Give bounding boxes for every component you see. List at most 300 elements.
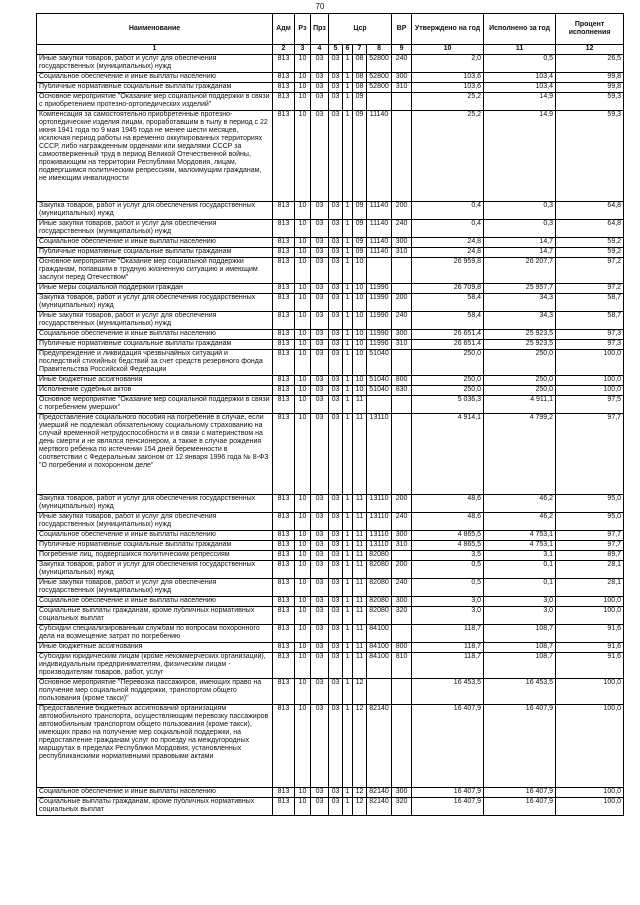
cell-executed: 4 911,1 [484,396,556,414]
cell-percent: 100,0 [556,597,624,607]
cell-executed: 3,0 [484,607,556,625]
cell-prz: 03 [311,55,329,73]
cell-csr-4: 84100 [367,625,392,643]
cell-adm: 813 [273,330,295,340]
cell-csr-4: 13110 [367,495,392,513]
cell-csr-4: 82140 [367,798,392,816]
cell-vr: 310 [392,541,412,551]
cell-csr-1: 03 [329,495,343,513]
cell-prz: 03 [311,788,329,798]
col-number: 8 [367,45,392,55]
cell-csr-1: 03 [329,643,343,653]
cell-csr-3: 09 [353,220,367,238]
cell-percent: 97,3 [556,340,624,350]
cell-percent: 28,1 [556,579,624,597]
table-row [37,495,624,513]
cell-executed: 46,2 [484,513,556,531]
cell-name: Субсидии специализированным службам по вопросам похоронного дела на возмещение затрат по погребению [37,625,273,643]
cell-rz: 10 [295,238,311,248]
cell-rz: 10 [295,220,311,238]
cell-vr: 310 [392,340,412,350]
col-number: 4 [311,45,329,55]
cell-prz: 03 [311,561,329,579]
cell-approved: 3,0 [412,607,484,625]
cell-csr-4: 84100 [367,653,392,679]
cell-name: Иные закупки товаров, работ и услуг для обеспечения государственных (муниципальных) нужд [37,220,273,238]
cell-adm: 813 [273,284,295,294]
cell-rz: 10 [295,376,311,386]
cell-csr-3: 11 [353,579,367,597]
cell-name: Основное мероприятие "Оказание мер социальной поддержки в связи с приобретением протезно-ортопедических изделий" [37,93,273,111]
cell-csr-1: 03 [329,93,343,111]
table-row [37,396,624,414]
cell-csr-3: 11 [353,551,367,561]
cell-csr-1: 03 [329,340,343,350]
cell-name: Социальные выплаты гражданам, кроме публичных нормативных социальных выплат [37,798,273,816]
cell-csr-3: 10 [353,376,367,386]
cell-percent: 91,6 [556,625,624,643]
cell-percent: 100,0 [556,350,624,376]
cell-vr [392,551,412,561]
cell-approved: 26 651,4 [412,330,484,340]
cell-adm: 813 [273,679,295,705]
cell-executed: 3,1 [484,551,556,561]
col-header-approved: Утверждено на год [412,14,484,45]
table-row [37,202,624,220]
cell-csr-2: 1 [343,294,353,312]
col-number: 10 [412,45,484,55]
cell-prz: 03 [311,551,329,561]
cell-approved: 0,5 [412,579,484,597]
cell-csr-4: 52800 [367,73,392,83]
cell-name: Социальное обеспечение и иные выплаты населению [37,597,273,607]
cell-prz: 03 [311,220,329,238]
cell-rz: 10 [295,414,311,495]
cell-prz: 03 [311,248,329,258]
table-row [37,258,624,284]
col-number: 1 [37,45,273,55]
cell-vr: 240 [392,513,412,531]
cell-csr-4: 82080 [367,561,392,579]
cell-prz: 03 [311,625,329,643]
cell-csr-3: 11 [353,541,367,551]
cell-adm: 813 [273,653,295,679]
cell-adm: 813 [273,625,295,643]
cell-executed: 16 407,9 [484,705,556,788]
cell-approved: 58,4 [412,312,484,330]
cell-prz: 03 [311,111,329,202]
cell-name: Социальное обеспечение и иные выплаты населению [37,788,273,798]
cell-approved: 250,0 [412,376,484,386]
cell-approved: 48,6 [412,495,484,513]
cell-csr-1: 03 [329,284,343,294]
cell-approved: 3,0 [412,597,484,607]
cell-prz: 03 [311,643,329,653]
cell-name: Основное мероприятие "Перевозка пассажиров, имеющих право на получение мер социальной поддержки, транспортом общего пользования (кроме такси)" [37,679,273,705]
cell-executed: 250,0 [484,386,556,396]
col-number: 11 [484,45,556,55]
cell-approved: 0,4 [412,202,484,220]
table-row [37,788,624,798]
cell-vr: 310 [392,83,412,93]
cell-percent: 99,8 [556,83,624,93]
cell-csr-3: 11 [353,653,367,679]
cell-vr: 830 [392,386,412,396]
cell-percent: 100,0 [556,376,624,386]
table-row [37,679,624,705]
cell-executed: 0,1 [484,561,556,579]
table-row [37,111,624,202]
cell-adm: 813 [273,73,295,83]
cell-approved: 2,0 [412,55,484,73]
cell-executed: 14,7 [484,238,556,248]
cell-name: Погребение лиц, подвергшихся политическим репрессиям [37,551,273,561]
cell-adm: 813 [273,788,295,798]
cell-csr-1: 03 [329,258,343,284]
cell-csr-1: 03 [329,386,343,396]
cell-approved: 16 407,9 [412,705,484,788]
cell-rz: 10 [295,248,311,258]
cell-csr-1: 03 [329,111,343,202]
cell-csr-4: 82140 [367,788,392,798]
cell-rz: 10 [295,55,311,73]
cell-csr-3: 12 [353,788,367,798]
cell-csr-2: 1 [343,312,353,330]
cell-percent: 28,1 [556,561,624,579]
cell-csr-2: 1 [343,238,353,248]
cell-percent: 100,0 [556,788,624,798]
cell-percent: 97,7 [556,531,624,541]
cell-adm: 813 [273,386,295,396]
cell-csr-2: 1 [343,679,353,705]
cell-csr-2: 1 [343,376,353,386]
cell-csr-3: 09 [353,111,367,202]
cell-csr-3: 10 [353,330,367,340]
cell-csr-3: 11 [353,513,367,531]
cell-csr-3: 11 [353,597,367,607]
cell-csr-4: 51040 [367,376,392,386]
cell-prz: 03 [311,284,329,294]
cell-csr-2: 1 [343,625,353,643]
cell-csr-1: 03 [329,798,343,816]
cell-csr-2: 1 [343,350,353,376]
cell-approved: 26 959,8 [412,258,484,284]
cell-vr: 240 [392,55,412,73]
cell-adm: 813 [273,396,295,414]
cell-percent: 97,5 [556,396,624,414]
cell-approved: 250,0 [412,350,484,376]
cell-approved: 16 407,9 [412,798,484,816]
budget-execution-table [36,13,624,816]
cell-csr-2: 1 [343,531,353,541]
table-row [37,340,624,350]
cell-csr-2: 1 [343,607,353,625]
cell-adm: 813 [273,705,295,788]
cell-csr-1: 03 [329,788,343,798]
cell-csr-2: 1 [343,561,353,579]
cell-prz: 03 [311,798,329,816]
cell-executed: 46,2 [484,495,556,513]
table-row [37,330,624,340]
cell-percent: 64,8 [556,202,624,220]
cell-approved: 24,8 [412,248,484,258]
cell-rz: 10 [295,386,311,396]
table-row [37,386,624,396]
cell-executed: 14,9 [484,111,556,202]
cell-vr: 200 [392,561,412,579]
cell-csr-2: 1 [343,513,353,531]
cell-csr-3: 10 [353,340,367,350]
cell-percent: 100,0 [556,705,624,788]
cell-adm: 813 [273,312,295,330]
cell-csr-4: 13110 [367,513,392,531]
cell-csr-3: 09 [353,202,367,220]
table-row [37,653,624,679]
cell-csr-2: 1 [343,495,353,513]
cell-name: Иные бюджетные ассигнования [37,643,273,653]
col-number: 9 [392,45,412,55]
cell-vr: 300 [392,597,412,607]
cell-csr-4: 52800 [367,55,392,73]
cell-adm: 813 [273,561,295,579]
cell-vr [392,258,412,284]
cell-percent: 59,3 [556,111,624,202]
cell-csr-4: 82080 [367,551,392,561]
cell-percent: 100,0 [556,679,624,705]
cell-approved: 4 914,1 [412,414,484,495]
cell-adm: 813 [273,597,295,607]
cell-csr-1: 03 [329,238,343,248]
cell-rz: 10 [295,83,311,93]
cell-vr: 320 [392,607,412,625]
cell-csr-3: 09 [353,248,367,258]
cell-prz: 03 [311,679,329,705]
cell-name: Закупка товаров, работ и услуг для обеспечения государственных (муниципальных) нужд [37,294,273,312]
cell-rz: 10 [295,597,311,607]
cell-name: Предоставление социального пособия на погребение в случае, если умерший не подлежал обязательному социальному страхованию на случай временной нетрудоспособности и в связи с материнством на день смерти и не являлся пенсионером, а также в случае рождения мертвого ребенка по истечении 154 дней беременности в соответствии с Федеральным законом от 12 января 1996 года № 8-ФЗ "О погребении и похоронном деле" [37,414,273,495]
cell-adm: 813 [273,531,295,541]
col-header-adm: Адм [273,14,295,45]
cell-name: Социальное обеспечение и иные выплаты населению [37,531,273,541]
cell-csr-1: 03 [329,220,343,238]
cell-name: Социальное обеспечение и иные выплаты населению [37,73,273,83]
table-row [37,705,624,788]
cell-csr-4: 13110 [367,531,392,541]
cell-adm: 813 [273,340,295,350]
cell-vr: 300 [392,531,412,541]
cell-csr-2: 1 [343,788,353,798]
cell-name: Иные закупки товаров, работ и услуг для обеспечения государственных (муниципальных) нужд [37,513,273,531]
cell-csr-2: 1 [343,284,353,294]
cell-name: Публичные нормативные социальные выплаты гражданам [37,83,273,93]
cell-adm: 813 [273,541,295,551]
col-header-executed: Исполнено за год [484,14,556,45]
cell-csr-1: 03 [329,312,343,330]
cell-approved: 16 453,5 [412,679,484,705]
cell-percent: 100,0 [556,386,624,396]
cell-approved: 118,7 [412,643,484,653]
cell-prz: 03 [311,376,329,386]
cell-csr-2: 1 [343,653,353,679]
cell-percent: 97,3 [556,330,624,340]
cell-executed: 108,7 [484,653,556,679]
cell-csr-4 [367,396,392,414]
cell-executed: 0,1 [484,579,556,597]
cell-csr-1: 03 [329,597,343,607]
cell-csr-2: 1 [343,340,353,350]
cell-executed: 103,4 [484,83,556,93]
table-body [37,55,624,816]
cell-approved: 0,5 [412,561,484,579]
cell-percent: 99,8 [556,73,624,83]
col-number: 12 [556,45,624,55]
col-number: 2 [273,45,295,55]
table-row [37,541,624,551]
cell-name: Субсидии юридическим лицам (кроме некоммерческих организаций), индивидуальным предпринимателям, физическим лицам - производителям товаров, работ, услуг [37,653,273,679]
cell-csr-2: 1 [343,386,353,396]
cell-vr [392,679,412,705]
cell-prz: 03 [311,495,329,513]
cell-csr-1: 03 [329,294,343,312]
cell-prz: 03 [311,513,329,531]
cell-percent: 97,7 [556,414,624,495]
cell-adm: 813 [273,111,295,202]
table-row [37,376,624,386]
cell-name: Иные закупки товаров, работ и услуг для обеспечения государственных (муниципальных) нужд [37,55,273,73]
cell-percent: 100,0 [556,607,624,625]
cell-csr-1: 03 [329,83,343,93]
cell-csr-1: 03 [329,513,343,531]
table-row [37,350,624,376]
table-row [37,597,624,607]
cell-approved: 26 651,4 [412,340,484,350]
cell-adm: 813 [273,55,295,73]
cell-csr-3: 09 [353,238,367,248]
cell-rz: 10 [295,340,311,350]
cell-csr-2: 1 [343,258,353,284]
cell-csr-2: 1 [343,73,353,83]
table-row [37,643,624,653]
cell-csr-4: 11990 [367,312,392,330]
cell-csr-1: 03 [329,376,343,386]
cell-approved: 4 865,5 [412,541,484,551]
cell-name: Основное мероприятие "Оказание мер социальной поддержки в связи с погребением умерших" [37,396,273,414]
cell-rz: 10 [295,643,311,653]
cell-executed: 0,5 [484,55,556,73]
cell-csr-3: 10 [353,312,367,330]
cell-name: Иные меры социальной поддержки граждан [37,284,273,294]
cell-name: Закупка товаров, работ и услуг для обеспечения государственных (муниципальных) нужд [37,561,273,579]
table-row [37,798,624,816]
cell-vr: 240 [392,220,412,238]
cell-rz: 10 [295,607,311,625]
cell-executed: 34,3 [484,294,556,312]
cell-csr-1: 03 [329,396,343,414]
cell-csr-3: 11 [353,396,367,414]
cell-executed: 4 753,1 [484,531,556,541]
cell-executed: 25 957,7 [484,284,556,294]
cell-executed: 16 453,5 [484,679,556,705]
cell-csr-2: 1 [343,705,353,788]
cell-prz: 03 [311,350,329,376]
cell-executed: 16 407,9 [484,788,556,798]
cell-csr-4: 82080 [367,579,392,597]
cell-rz: 10 [295,788,311,798]
cell-rz: 10 [295,579,311,597]
cell-prz: 03 [311,330,329,340]
cell-csr-2: 1 [343,55,353,73]
cell-csr-4: 82080 [367,597,392,607]
cell-csr-1: 03 [329,414,343,495]
cell-percent: 89,7 [556,551,624,561]
cell-rz: 10 [295,284,311,294]
cell-executed: 34,3 [484,312,556,330]
cell-name: Закупка товаров, работ и услуг для обеспечения государственных (муниципальных) нужд [37,495,273,513]
table-row [37,55,624,73]
cell-csr-1: 03 [329,350,343,376]
cell-vr: 300 [392,788,412,798]
table-row [37,579,624,597]
cell-vr [392,705,412,788]
cell-adm: 813 [273,376,295,386]
cell-csr-3: 12 [353,798,367,816]
cell-approved: 3,5 [412,551,484,561]
cell-percent: 91,6 [556,643,624,653]
cell-vr: 800 [392,376,412,386]
cell-prz: 03 [311,414,329,495]
cell-prz: 03 [311,396,329,414]
cell-csr-3: 12 [353,679,367,705]
cell-vr: 200 [392,495,412,513]
cell-rz: 10 [295,551,311,561]
cell-adm: 813 [273,83,295,93]
table-row [37,561,624,579]
cell-approved: 16 407,9 [412,788,484,798]
cell-name: Компенсация за самостоятельно приобретенные протезно-ортопедические изделия лицам, проработавшим в тылу в период с 22 июня 1941 года по 9 мая 1945 года не менее шести месяцев, исключая период работы на временно оккупированных территориях СССР, либо награжденным орденами или медалями СССР за самоотверженный труд в период Великой Отечественной войны, проживающим на территории Республики Мордовия, лицам, подвергшимся политическим репрессиям, малоимущим гражданам, не имеющим инвалидности [37,111,273,202]
cell-adm: 813 [273,93,295,111]
cell-executed: 103,4 [484,73,556,83]
cell-csr-2: 1 [343,93,353,111]
cell-adm: 813 [273,607,295,625]
cell-prz: 03 [311,386,329,396]
cell-prz: 03 [311,597,329,607]
cell-csr-3: 11 [353,531,367,541]
cell-csr-1: 03 [329,541,343,551]
cell-csr-3: 12 [353,705,367,788]
cell-vr [392,625,412,643]
cell-approved: 103,6 [412,83,484,93]
cell-csr-4: 84100 [367,643,392,653]
cell-adm: 813 [273,258,295,284]
cell-csr-2: 1 [343,597,353,607]
cell-vr [392,414,412,495]
cell-csr-4 [367,93,392,111]
cell-vr: 310 [392,248,412,258]
cell-percent: 59,2 [556,238,624,248]
cell-csr-1: 03 [329,679,343,705]
cell-csr-4: 82140 [367,705,392,788]
cell-csr-1: 03 [329,653,343,679]
cell-csr-4 [367,258,392,284]
cell-approved: 5 036,3 [412,396,484,414]
cell-name: Публичные нормативные социальные выплаты гражданам [37,248,273,258]
cell-name: Иные закупки товаров, работ и услуг для обеспечения государственных (муниципальных) нужд [37,579,273,597]
table-row [37,238,624,248]
cell-vr [392,284,412,294]
cell-vr: 300 [392,238,412,248]
cell-vr [392,111,412,202]
cell-csr-2: 1 [343,798,353,816]
